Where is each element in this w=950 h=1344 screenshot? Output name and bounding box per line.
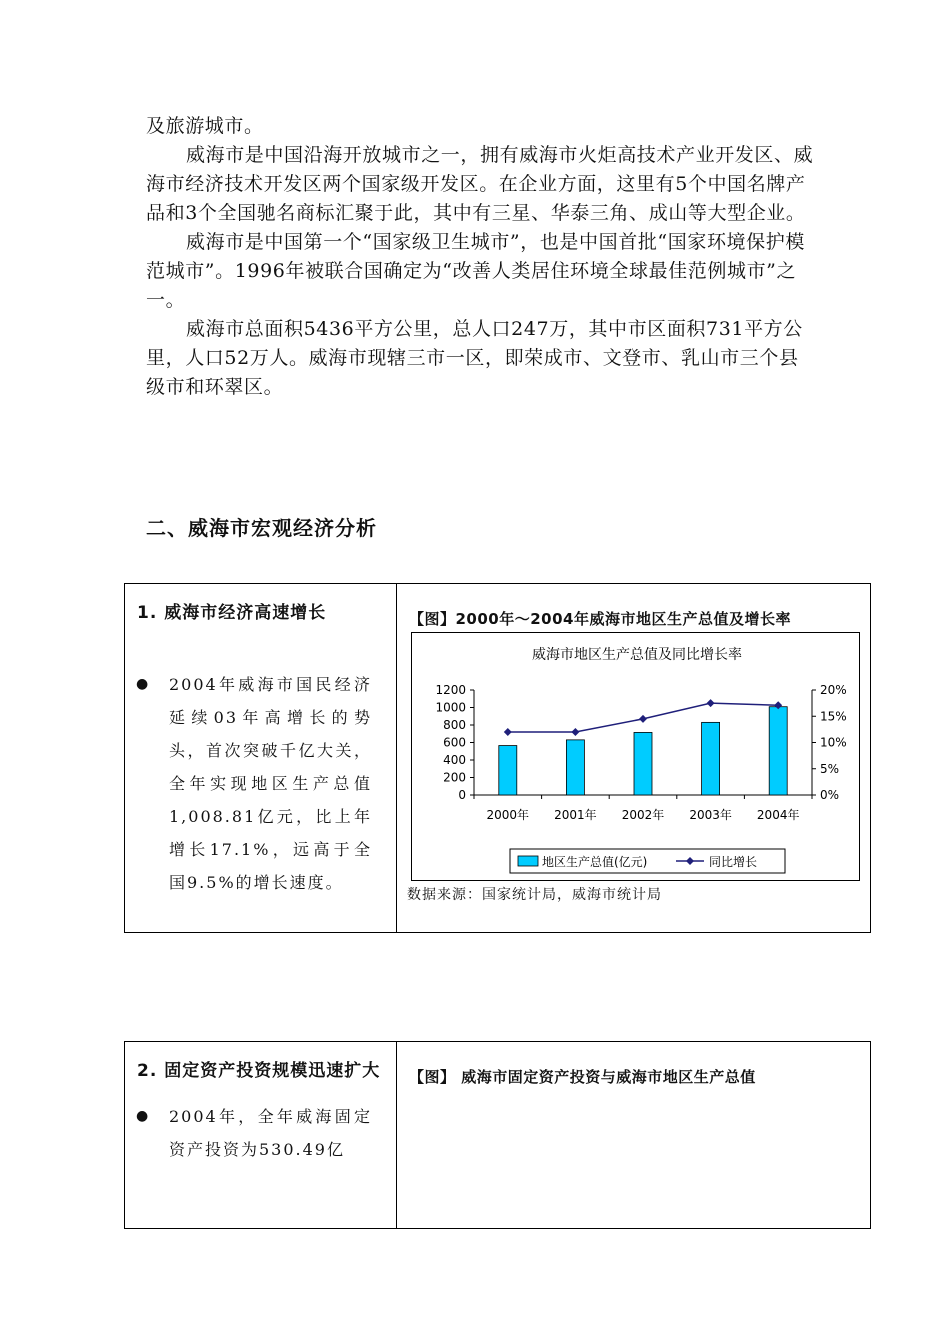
gdp-bar: [702, 722, 720, 795]
x-tick-label: 2002年: [621, 808, 665, 822]
bullet-dot-icon: ●: [136, 1108, 151, 1124]
gdp-chart: [411, 632, 860, 881]
box2-bullet-item: [136, 1100, 372, 1166]
box1-bullet-item: [136, 668, 372, 899]
y-left-tick-label: 400: [443, 753, 466, 767]
gdp-bar: [566, 740, 584, 795]
x-tick-label: 2000年: [486, 808, 530, 822]
chart-title: 威海市地区生产总值及同比增长率: [532, 647, 742, 663]
y-left-tick-label: 1200: [435, 683, 466, 697]
y-left-tick-label: 800: [443, 718, 466, 732]
growth-rate-point: [639, 715, 647, 723]
gdp-bar: [769, 707, 787, 795]
analysis-box-1: [124, 583, 871, 933]
y-right-tick-label: 15%: [820, 709, 847, 724]
legend-bar-swatch: [518, 856, 538, 866]
y-left-tick-label: 0: [458, 788, 466, 802]
gdp-chart-svg: [412, 633, 859, 880]
box1-data-source: 数据来源：国家统计局，威海市统计局: [407, 887, 662, 903]
box1-figure-caption: 【图】2000年～2004年威海市地区生产总值及增长率: [409, 610, 791, 628]
y-left-tick-label: 600: [443, 735, 466, 750]
box1-left-cell: [125, 584, 397, 933]
intro-text: [146, 112, 816, 402]
box2-heading: 2. 固定资产投资规模迅速扩大: [137, 1061, 381, 1081]
y-right-tick-label: 20%: [820, 683, 847, 697]
x-tick-label: 2003年: [689, 808, 732, 822]
box2-figure-caption: 【图】 威海市固定资产投资与威海市地区生产总值: [409, 1068, 756, 1086]
gdp-bar: [634, 732, 652, 795]
intro-paragraph-2: 威海市是中国沿海开放城市之一，拥有威海市火炬高技术产业开发区、威海市经济技术开发区两个国家级开发区。在企业方面，这里有5个中国名牌产品和3个全国驰名商标汇聚于此，其中有三星、华泰三角、成山等大型企业。: [146, 144, 814, 224]
y-right-tick-label: 5%: [820, 761, 840, 776]
section-title: 二、威海市宏观经济分析: [146, 516, 377, 540]
gdp-bar: [499, 746, 517, 795]
x-tick-label: 2001年: [554, 808, 597, 822]
growth-rate-point: [571, 728, 579, 736]
intro-paragraph-1: 及旅游城市。: [146, 115, 264, 137]
growth-rate-point: [504, 728, 512, 736]
intro-paragraph-3: 威海市是中国第一个“国家级卫生城市”，也是中国首批“国家环境保护模范城市”。1996年被联合国确定为“改善人类居住环境全球最佳范例城市”之一。: [146, 231, 805, 311]
bullet-dot-icon: ●: [136, 676, 151, 692]
chart-legend: [510, 849, 785, 873]
legend-bar-label: 地区生产总值(亿元): [542, 855, 648, 869]
y-right-tick-label: 10%: [820, 735, 847, 750]
legend-line-label: 同比增长: [709, 855, 758, 869]
box1-bullet-text: 2004年威海市国民经济延续03年高增长的势头，首次突破千亿大关，全年实现地区生产总值1,008.81亿元，比上年增长17.1%，远高于全国9.5%的增长速度。: [169, 675, 372, 892]
box2-bullet-text: 2004年，全年威海固定资产投资为530.49亿: [169, 1107, 372, 1159]
x-tick-label: 2004年: [756, 808, 800, 822]
box2-right-cell: [397, 1042, 871, 1229]
analysis-box-2: [124, 1041, 871, 1229]
y-left-tick-label: 1000: [435, 700, 466, 715]
y-left-tick-label: 200: [443, 770, 466, 785]
box2-left-cell: [125, 1042, 397, 1229]
growth-rate-point: [707, 699, 715, 707]
box1-heading: 1. 威海市经济高速增长: [137, 603, 327, 623]
intro-paragraph-4: 威海市总面积5436平方公里，总人口247万，其中市区面积731平方公里，人口52万人。威海市现辖三市一区，即荣成市、文登市、乳山市三个县级市和环翠区。: [146, 318, 803, 398]
box1-right-cell: [397, 584, 871, 933]
y-right-tick-label: 0%: [820, 788, 840, 802]
